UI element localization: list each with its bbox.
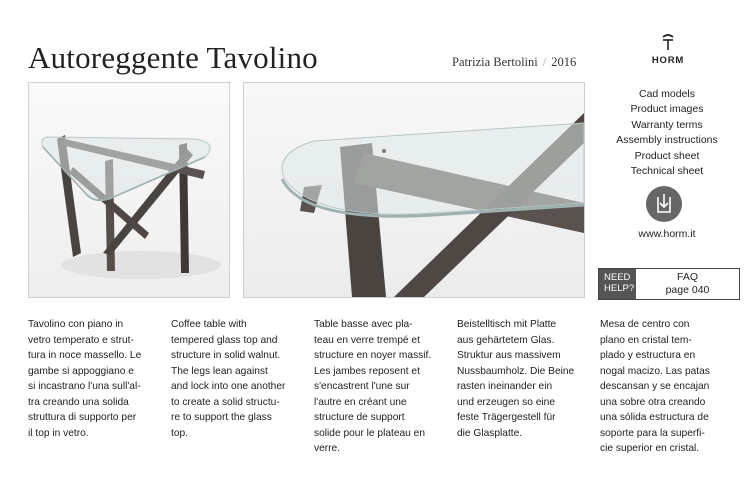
description-spanish: Mesa de centro con plano en cristal tem- plado y estructura en nogal macizo. Las patas descansan y se encajan una sobre otra creando una sólida estructura de soporte para la superfi- cie superior en cristal. [600, 319, 710, 454]
credit-separator: / [542, 55, 547, 69]
coffee-table-overview-image [28, 82, 230, 298]
download-button[interactable] [646, 186, 682, 222]
need-help-label: NEED HELP? [599, 269, 636, 299]
link-technical-sheet[interactable]: Technical sheet [630, 165, 704, 178]
coffee-table-detail-image [243, 82, 585, 298]
description-french: Table basse avec pla- teau en verre trempé et structure en noyer massif. Les jambes reposent et s'encastrent l'une sur l'autre en créant une structure de support solide pour le plateau en verre. [314, 319, 432, 454]
link-assembly-instructions[interactable]: Assembly instructions [616, 134, 718, 147]
help-box[interactable] [598, 268, 740, 300]
link-product-images[interactable]: Product images [630, 103, 704, 116]
description-german: Beistelltisch mit Platte aus gehärtetem Glas. Struktur aus massivem Nussbaumholz. Die Beine rasten ineinander ein und erzeugen so eine feste Trägergestell für die Glasplatte. [457, 319, 575, 439]
faq-reference: FAQ page 040 [665, 271, 710, 296]
designer-name: Patrizia Bertolini [452, 55, 538, 69]
horm-logo-icon [660, 33, 676, 51]
link-cad-models[interactable]: Cad models [638, 88, 696, 100]
link-product-sheet[interactable]: Product sheet [634, 149, 700, 162]
description-italian: Tavolino con piano in vetro temperato e strut- tura in noce massello. Le gambe si appoggiano e si incastrano l'una sull'al- tra creando una solida struttura di supporto per il top in vetro. [28, 319, 142, 439]
brand-name: HORM [651, 55, 685, 66]
download-icon [646, 186, 682, 222]
designer-credit [452, 55, 576, 70]
description-english: Coffee table with tempered glass top and structure in solid walnut. The legs lean against and lock into one another to create a solid structu- re to support the glass top. [171, 319, 286, 439]
resource-links [600, 87, 734, 179]
design-year: 2016 [551, 55, 577, 69]
brand-logo[interactable] [628, 33, 708, 66]
website-link[interactable]: www.horm.it [638, 228, 696, 240]
link-warranty-terms[interactable]: Warranty terms [631, 118, 703, 131]
page-title: Autoreggente Tavolino [28, 40, 318, 75]
